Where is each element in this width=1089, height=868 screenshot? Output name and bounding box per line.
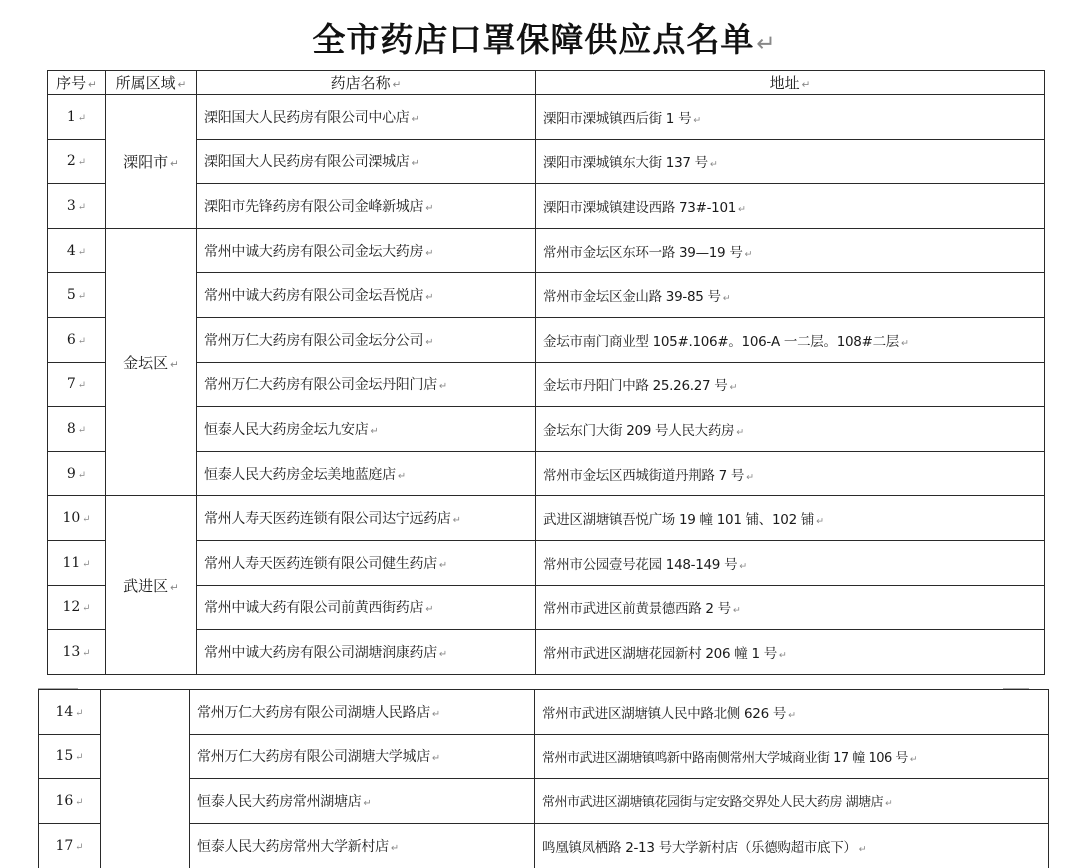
pharmacy-address: 常州市武进区湖塘镇人民中路北侧 626 号 ↵ xyxy=(535,690,1049,735)
pharmacy-table-page-1 xyxy=(47,70,1045,675)
row-number: 15 ↵ xyxy=(39,734,101,779)
row-number: 7 ↵ xyxy=(48,362,106,407)
table-row xyxy=(39,779,1049,824)
district-cell-liyang: 溧阳市 ↵ xyxy=(106,95,197,229)
district-cell-jintan: 金坛区 ↵ xyxy=(106,228,197,496)
table-header-row xyxy=(48,71,1045,95)
pharmacy-table-page-2 xyxy=(38,689,1049,868)
pharmacy-name: 溧阳市先锋药房有限公司金峰新城店 ↵ xyxy=(197,184,536,229)
table-row xyxy=(48,630,1045,675)
pharmacy-name: 常州中诚大药房有限公司金坛大药房 ↵ xyxy=(197,228,536,273)
return-mark-icon: ↵ xyxy=(756,31,777,57)
table-row xyxy=(48,273,1045,318)
row-number: 11 ↵ xyxy=(48,540,106,585)
pharmacy-name: 溧阳国大人民药房有限公司中心店 ↵ xyxy=(197,95,536,140)
pharmacy-address: 金坛市南门商业型 105#.106#。106-A 一二层。108#二层 ↵ xyxy=(536,317,1045,362)
district-cell-continued xyxy=(101,690,190,868)
row-number: 3 ↵ xyxy=(48,184,106,229)
pharmacy-name: 溧阳国大人民药房有限公司溧城店 ↵ xyxy=(197,139,536,184)
row-number: 8 ↵ xyxy=(48,407,106,452)
pharmacy-address: 溧阳市溧城镇建设西路 73#-101 ↵ xyxy=(536,184,1045,229)
table-row xyxy=(48,139,1045,184)
pharmacy-address: 溧阳市溧城镇西后街 1 号 ↵ xyxy=(536,95,1045,140)
table-row xyxy=(39,823,1049,868)
pharmacy-address: 常州市武进区前黄景德西路 2 号 ↵ xyxy=(536,585,1045,630)
row-number: 1 ↵ xyxy=(48,95,106,140)
table-row xyxy=(48,496,1045,541)
pharmacy-address: 常州市金坛区东环一路 39—19 号 ↵ xyxy=(536,228,1045,273)
header-no: 序号 ↵ xyxy=(48,71,106,95)
row-number: 16 ↵ xyxy=(39,779,101,824)
table-row xyxy=(39,734,1049,779)
pharmacy-address: 武进区湖塘镇吾悦广场 19 幢 101 铺、102 铺 ↵ xyxy=(536,496,1045,541)
pharmacy-name: 常州万仁大药房有限公司湖塘大学城店 ↵ xyxy=(190,734,535,779)
row-number: 17 ↵ xyxy=(39,823,101,868)
header-address: 地址 ↵ xyxy=(536,71,1045,95)
table-row xyxy=(48,540,1045,585)
district-cell-wujin: 武进区 ↵ xyxy=(106,496,197,674)
pharmacy-address: 常州市武进区湖塘花园新村 206 幢 1 号 ↵ xyxy=(536,630,1045,675)
pharmacy-name: 常州人寿天医药连锁有限公司健生药店 ↵ xyxy=(197,540,536,585)
row-number: 6 ↵ xyxy=(48,317,106,362)
table-row xyxy=(48,451,1045,496)
pharmacy-address: 金坛市丹阳门中路 25.26.27 号 ↵ xyxy=(536,362,1045,407)
pharmacy-address: 常州市金坛区西城街道丹荆路 7 号 ↵ xyxy=(536,451,1045,496)
header-district: 所属区域 ↵ xyxy=(106,71,197,95)
pharmacy-name: 常州中诚大药房有限公司湖塘润康药店 ↵ xyxy=(197,630,536,675)
pharmacy-name: 常州人寿天医药连锁有限公司达宁远药店 ↵ xyxy=(197,496,536,541)
pharmacy-name: 恒泰人民大药房金坛九安店 ↵ xyxy=(197,407,536,452)
pharmacy-address: 常州市武进区湖塘镇鸣新中路南侧常州大学城商业街 17 幢 106 号 ↵ xyxy=(535,734,1049,779)
pharmacy-name: 常州万仁大药房有限公司金坛丹阳门店 ↵ xyxy=(197,362,536,407)
row-number: 9 ↵ xyxy=(48,451,106,496)
row-number: 5 ↵ xyxy=(48,273,106,318)
table-row xyxy=(39,690,1049,735)
pharmacy-name: 恒泰人民大药房金坛美地蓝庭店 ↵ xyxy=(197,451,536,496)
document-title: 全市药店口罩保障供应点名单↵ xyxy=(312,20,777,59)
pharmacy-name: 常州中诚大药有限公司前黄西街药店 ↵ xyxy=(197,585,536,630)
pharmacy-address: 溧阳市溧城镇东大街 137 号 ↵ xyxy=(536,139,1045,184)
row-number: 13 ↵ xyxy=(48,630,106,675)
pharmacy-name: 常州中诚大药房有限公司金坛吾悦店 ↵ xyxy=(197,273,536,318)
pharmacy-name: 常州万仁大药房有限公司金坛分公司 ↵ xyxy=(197,317,536,362)
row-number: 4 ↵ xyxy=(48,228,106,273)
pharmacy-address: 金坛东门大街 209 号人民大药房 ↵ xyxy=(536,407,1045,452)
pharmacy-address: 鸣凰镇凤栖路 2-13 号大学新村店（乐德购超市底下） ↵ xyxy=(535,823,1049,868)
table-row xyxy=(48,228,1045,273)
table-row xyxy=(48,362,1045,407)
table-row xyxy=(48,407,1045,452)
row-number: 14 ↵ xyxy=(39,690,101,735)
table-row xyxy=(48,317,1045,362)
table-row xyxy=(48,585,1045,630)
table-row xyxy=(48,184,1045,229)
row-number: 10 ↵ xyxy=(48,496,106,541)
pharmacy-name: 恒泰人民大药房常州湖塘店 ↵ xyxy=(190,779,535,824)
pharmacy-name: 恒泰人民大药房常州大学新村店 ↵ xyxy=(190,823,535,868)
pharmacy-address: 常州市武进区湖塘镇花园街与定安路交界处人民大药房 湖塘店 ↵ xyxy=(535,779,1049,824)
pharmacy-address: 常州市公园壹号花园 148-149 号 ↵ xyxy=(536,540,1045,585)
header-name: 药店名称 ↵ xyxy=(197,71,536,95)
row-number: 2 ↵ xyxy=(48,139,106,184)
row-number: 12 ↵ xyxy=(48,585,106,630)
table-row xyxy=(48,95,1045,140)
pharmacy-address: 常州市金坛区金山路 39-85 号 ↵ xyxy=(536,273,1045,318)
pharmacy-name: 常州万仁大药房有限公司湖塘人民路店 ↵ xyxy=(190,690,535,735)
